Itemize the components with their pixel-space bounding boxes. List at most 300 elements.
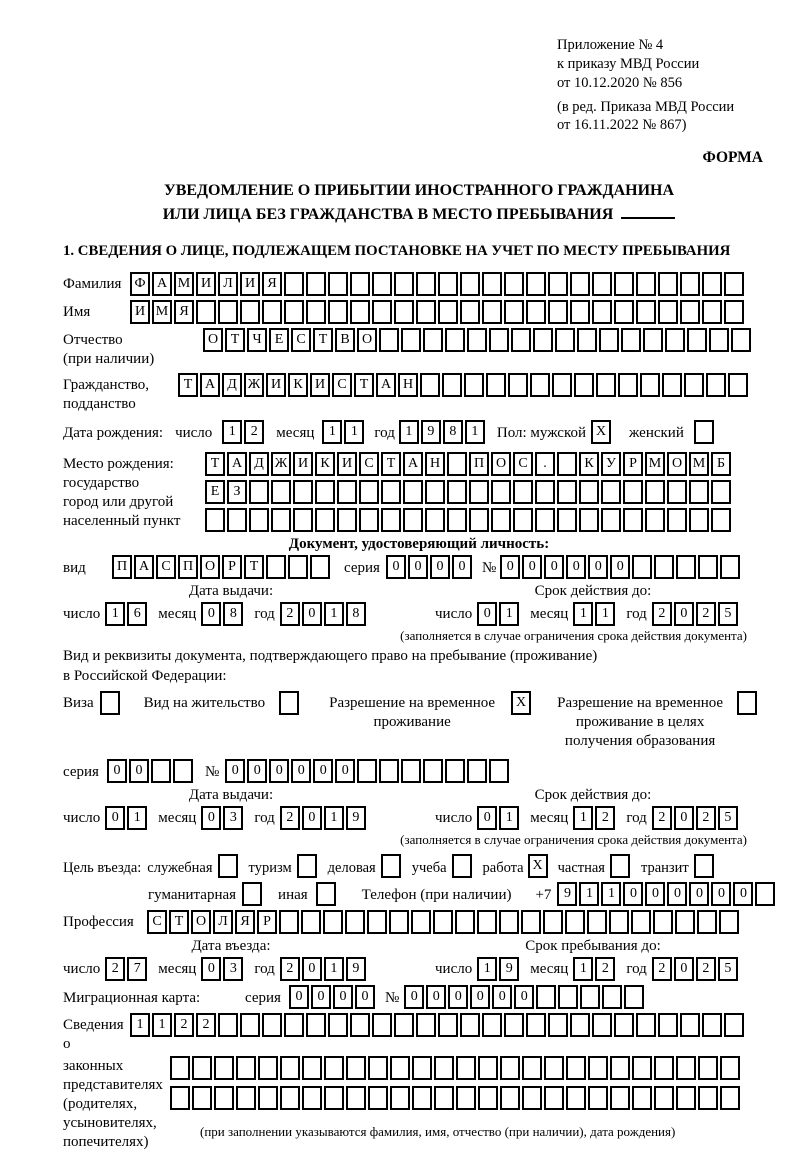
representatives-cell[interactable]: 2 [174, 1013, 194, 1037]
phone-cell[interactable]: 0 [623, 882, 643, 906]
surname-cell[interactable] [394, 272, 414, 296]
patronymic-cell[interactable]: В [335, 328, 355, 352]
birthplace-cell[interactable] [249, 508, 269, 532]
stay-year-cell[interactable]: 2 [652, 957, 672, 981]
profession-cell[interactable] [367, 910, 387, 934]
entry-day-cell[interactable]: 7 [127, 957, 147, 981]
permit-series-cell[interactable]: 0 [107, 759, 127, 783]
patronymic-cell[interactable]: О [357, 328, 377, 352]
permit-number-cell[interactable]: 0 [247, 759, 267, 783]
permit-number-cell[interactable] [379, 759, 399, 783]
birthplace-cell[interactable]: Д [249, 452, 269, 476]
representatives-cell[interactable] [698, 1086, 718, 1110]
firstname-cell[interactable] [372, 300, 392, 324]
doc-type-cell[interactable]: Т [244, 555, 264, 579]
representatives-cell[interactable] [170, 1086, 190, 1110]
citizenship-cell[interactable]: Т [354, 373, 374, 397]
firstname-cell[interactable] [306, 300, 326, 324]
birthplace-cell[interactable]: Т [381, 452, 401, 476]
representatives-cell[interactable] [372, 1013, 392, 1037]
migration-number-cell[interactable] [558, 985, 578, 1009]
birthplace-cell[interactable] [601, 508, 621, 532]
profession-cell[interactable]: Р [257, 910, 277, 934]
representatives-cell[interactable] [434, 1086, 454, 1110]
permit-issue-year-cell[interactable]: 9 [346, 806, 366, 830]
representatives-cell[interactable] [284, 1013, 304, 1037]
surname-cell[interactable] [614, 272, 634, 296]
birth-month-cell[interactable]: 1 [322, 420, 342, 444]
firstname-cell[interactable] [218, 300, 238, 324]
representatives-cell[interactable] [394, 1013, 414, 1037]
citizenship-cell[interactable] [464, 373, 484, 397]
surname-cell[interactable] [328, 272, 348, 296]
representatives-cell[interactable] [192, 1056, 212, 1080]
stay-month-cell[interactable]: 1 [573, 957, 593, 981]
representatives-cell[interactable] [500, 1086, 520, 1110]
birthplace-cell[interactable]: М [689, 452, 709, 476]
surname-cell[interactable] [504, 272, 524, 296]
representatives-cell[interactable] [680, 1013, 700, 1037]
representatives-cell[interactable] [676, 1056, 696, 1080]
birthplace-cell[interactable]: Ж [271, 452, 291, 476]
birthplace-cell[interactable] [557, 480, 577, 504]
birthplace-cell[interactable] [315, 480, 335, 504]
patronymic-cell[interactable]: Т [225, 328, 245, 352]
birthplace-cell[interactable] [447, 508, 467, 532]
migration-number-cell[interactable] [624, 985, 644, 1009]
permit-number-cell[interactable]: 0 [291, 759, 311, 783]
permit-number-cell[interactable] [467, 759, 487, 783]
representatives-cell[interactable] [548, 1013, 568, 1037]
purpose-business-checkbox-cell[interactable] [381, 854, 401, 878]
firstname-cell[interactable] [482, 300, 502, 324]
birthplace-cell[interactable] [535, 480, 555, 504]
patronymic-cell[interactable]: Т [313, 328, 333, 352]
citizenship-cell[interactable]: И [266, 373, 286, 397]
entry-year-cell[interactable]: 1 [324, 957, 344, 981]
surname-cell[interactable] [702, 272, 722, 296]
doc-valid-year-cell[interactable]: 5 [718, 602, 738, 626]
doc-series-cell[interactable]: 0 [452, 555, 472, 579]
profession-cell[interactable]: С [147, 910, 167, 934]
representatives-cell[interactable] [632, 1086, 652, 1110]
permit-number-cell[interactable] [401, 759, 421, 783]
representatives-cell[interactable] [654, 1056, 674, 1080]
birthplace-cell[interactable]: Б [711, 452, 731, 476]
purpose-humanitarian-checkbox-cell[interactable] [242, 882, 262, 906]
birthplace-cell[interactable] [667, 480, 687, 504]
doc-type-cell[interactable] [266, 555, 286, 579]
citizenship-cell[interactable] [662, 373, 682, 397]
birthplace-cell[interactable] [293, 480, 313, 504]
representatives-cell[interactable] [566, 1056, 586, 1080]
profession-cell[interactable] [609, 910, 629, 934]
birthplace-cell[interactable] [601, 480, 621, 504]
representatives-cell[interactable] [416, 1013, 436, 1037]
citizenship-cell[interactable] [442, 373, 462, 397]
surname-cell[interactable] [284, 272, 304, 296]
patronymic-cell[interactable]: С [291, 328, 311, 352]
permit-valid-year-cell[interactable]: 0 [674, 806, 694, 830]
representatives-cell[interactable] [592, 1013, 612, 1037]
phone-cell[interactable]: 1 [579, 882, 599, 906]
profession-cell[interactable]: О [191, 910, 211, 934]
representatives-cell[interactable] [306, 1013, 326, 1037]
doc-issue-year-cell[interactable]: 2 [280, 602, 300, 626]
citizenship-cell[interactable]: Ж [244, 373, 264, 397]
representatives-cell[interactable] [324, 1056, 344, 1080]
permit-number-cell[interactable]: 0 [269, 759, 289, 783]
firstname-cell[interactable] [570, 300, 590, 324]
representatives-cell[interactable] [658, 1013, 678, 1037]
birthplace-cell[interactable] [623, 480, 643, 504]
representatives-cell[interactable] [456, 1056, 476, 1080]
visa-checkbox-cell[interactable] [100, 691, 120, 715]
birthplace-cell[interactable]: А [227, 452, 247, 476]
firstname-cell[interactable] [394, 300, 414, 324]
entry-year-cell[interactable]: 9 [346, 957, 366, 981]
surname-cell[interactable] [636, 272, 656, 296]
firstname-cell[interactable] [460, 300, 480, 324]
birthplace-cell[interactable] [645, 508, 665, 532]
migration-number-cell[interactable]: 0 [404, 985, 424, 1009]
birthplace-cell[interactable] [623, 508, 643, 532]
stay-year-cell[interactable]: 5 [718, 957, 738, 981]
representatives-cell[interactable] [610, 1086, 630, 1110]
doc-issue-year-cell[interactable]: 1 [324, 602, 344, 626]
profession-cell[interactable] [389, 910, 409, 934]
birthplace-cell[interactable]: С [359, 452, 379, 476]
permit-valid-day-cell[interactable]: 0 [477, 806, 497, 830]
doc-series-cell[interactable]: 0 [386, 555, 406, 579]
patronymic-cell[interactable] [401, 328, 421, 352]
birthplace-cell[interactable] [469, 508, 489, 532]
profession-cell[interactable] [477, 910, 497, 934]
profession-cell[interactable] [499, 910, 519, 934]
birthplace-cell[interactable]: Т [205, 452, 225, 476]
birth-day-cell[interactable]: 2 [244, 420, 264, 444]
purpose-other-checkbox-cell[interactable] [316, 882, 336, 906]
permit-valid-year-cell[interactable]: 2 [652, 806, 672, 830]
birthplace-cell[interactable] [249, 480, 269, 504]
purpose-transit-checkbox-cell[interactable] [694, 854, 714, 878]
permit-issue-day-cell[interactable]: 0 [105, 806, 125, 830]
representatives-cell[interactable] [676, 1086, 696, 1110]
birthplace-cell[interactable]: Е [205, 480, 225, 504]
doc-valid-month-cell[interactable]: 1 [573, 602, 593, 626]
birthplace-cell[interactable]: И [337, 452, 357, 476]
birthplace-cell[interactable] [403, 480, 423, 504]
purpose-tourism-checkbox-cell[interactable] [297, 854, 317, 878]
doc-issue-year-cell[interactable]: 0 [302, 602, 322, 626]
birthplace-cell[interactable] [271, 480, 291, 504]
patronymic-cell[interactable] [687, 328, 707, 352]
firstname-cell[interactable] [636, 300, 656, 324]
permit-number-cell[interactable] [445, 759, 465, 783]
representatives-cell[interactable] [236, 1086, 256, 1110]
representatives-cell[interactable] [654, 1086, 674, 1110]
purpose-private-checkbox-cell[interactable] [610, 854, 630, 878]
surname-cell[interactable]: Я [262, 272, 282, 296]
birthplace-cell[interactable] [359, 508, 379, 532]
profession-cell[interactable] [521, 910, 541, 934]
doc-type-cell[interactable]: С [156, 555, 176, 579]
doc-number-cell[interactable] [676, 555, 696, 579]
firstname-cell[interactable] [284, 300, 304, 324]
migration-number-cell[interactable] [536, 985, 556, 1009]
patronymic-cell[interactable] [709, 328, 729, 352]
purpose-study-checkbox-cell[interactable] [452, 854, 472, 878]
surname-cell[interactable] [592, 272, 612, 296]
profession-cell[interactable] [411, 910, 431, 934]
patronymic-cell[interactable] [489, 328, 509, 352]
surname-cell[interactable]: Л [218, 272, 238, 296]
phone-cell[interactable]: 1 [601, 882, 621, 906]
surname-cell[interactable] [570, 272, 590, 296]
doc-number-cell[interactable] [720, 555, 740, 579]
doc-number-cell[interactable]: 0 [566, 555, 586, 579]
representatives-cell[interactable] [438, 1013, 458, 1037]
birthplace-cell[interactable] [337, 480, 357, 504]
doc-type-cell[interactable]: А [134, 555, 154, 579]
doc-number-cell[interactable]: 0 [544, 555, 564, 579]
permit-number-cell[interactable] [489, 759, 509, 783]
doc-series-cell[interactable]: 0 [408, 555, 428, 579]
citizenship-cell[interactable] [420, 373, 440, 397]
migration-series-cell[interactable]: 0 [355, 985, 375, 1009]
surname-cell[interactable] [372, 272, 392, 296]
doc-valid-year-cell[interactable]: 2 [696, 602, 716, 626]
representatives-cell[interactable] [346, 1056, 366, 1080]
citizenship-cell[interactable] [728, 373, 748, 397]
representatives-cell[interactable] [192, 1086, 212, 1110]
doc-issue-month-cell[interactable]: 0 [201, 602, 221, 626]
patronymic-cell[interactable] [445, 328, 465, 352]
phone-cell[interactable]: 0 [689, 882, 709, 906]
permit-valid-year-cell[interactable]: 2 [696, 806, 716, 830]
profession-cell[interactable]: Я [235, 910, 255, 934]
birthplace-cell[interactable] [447, 480, 467, 504]
birthplace-cell[interactable] [689, 508, 709, 532]
surname-cell[interactable]: И [240, 272, 260, 296]
surname-cell[interactable]: М [174, 272, 194, 296]
representatives-cell[interactable] [610, 1056, 630, 1080]
birthplace-cell[interactable] [711, 480, 731, 504]
permit-valid-year-cell[interactable]: 5 [718, 806, 738, 830]
birthplace-cell[interactable]: . [535, 452, 555, 476]
profession-cell[interactable]: Л [213, 910, 233, 934]
migration-series-cell[interactable]: 0 [333, 985, 353, 1009]
doc-valid-year-cell[interactable]: 2 [652, 602, 672, 626]
birthplace-cell[interactable]: О [491, 452, 511, 476]
doc-number-cell[interactable] [654, 555, 674, 579]
profession-cell[interactable] [323, 910, 343, 934]
citizenship-cell[interactable]: А [376, 373, 396, 397]
phone-cell[interactable] [755, 882, 775, 906]
representatives-cell[interactable] [544, 1086, 564, 1110]
birthplace-cell[interactable]: У [601, 452, 621, 476]
citizenship-cell[interactable]: Д [222, 373, 242, 397]
firstname-cell[interactable] [416, 300, 436, 324]
permit-issue-year-cell[interactable]: 1 [324, 806, 344, 830]
permit-issue-year-cell[interactable]: 2 [280, 806, 300, 830]
surname-cell[interactable] [548, 272, 568, 296]
birthplace-cell[interactable] [557, 452, 577, 476]
surname-cell[interactable]: И [196, 272, 216, 296]
sex-male-checkbox-cell[interactable]: X [591, 420, 611, 444]
residence-checkbox-cell[interactable] [279, 691, 299, 715]
birthplace-cell[interactable] [425, 508, 445, 532]
firstname-cell[interactable] [328, 300, 348, 324]
birthplace-cell[interactable]: Р [623, 452, 643, 476]
patronymic-cell[interactable] [379, 328, 399, 352]
birthplace-cell[interactable] [469, 480, 489, 504]
birthplace-cell[interactable] [381, 480, 401, 504]
entry-month-cell[interactable]: 3 [223, 957, 243, 981]
stay-day-cell[interactable]: 1 [477, 957, 497, 981]
firstname-cell[interactable] [196, 300, 216, 324]
birthplace-cell[interactable]: П [469, 452, 489, 476]
doc-issue-day-cell[interactable]: 1 [105, 602, 125, 626]
representatives-cell[interactable] [478, 1086, 498, 1110]
firstname-cell[interactable]: Я [174, 300, 194, 324]
birthplace-cell[interactable]: К [315, 452, 335, 476]
birthplace-cell[interactable] [403, 508, 423, 532]
entry-month-cell[interactable]: 0 [201, 957, 221, 981]
profession-cell[interactable] [455, 910, 475, 934]
representatives-cell[interactable] [324, 1086, 344, 1110]
birthplace-cell[interactable]: И [293, 452, 313, 476]
citizenship-cell[interactable]: К [288, 373, 308, 397]
permit-issue-year-cell[interactable]: 0 [302, 806, 322, 830]
birthplace-cell[interactable] [513, 480, 533, 504]
birthplace-cell[interactable]: К [579, 452, 599, 476]
birth-month-cell[interactable]: 1 [344, 420, 364, 444]
firstname-cell[interactable] [262, 300, 282, 324]
stay-year-cell[interactable]: 2 [696, 957, 716, 981]
doc-type-cell[interactable]: Р [222, 555, 242, 579]
stay-year-cell[interactable]: 0 [674, 957, 694, 981]
doc-valid-day-cell[interactable]: 1 [499, 602, 519, 626]
migration-number-cell[interactable] [580, 985, 600, 1009]
citizenship-cell[interactable] [530, 373, 550, 397]
representatives-cell[interactable] [632, 1056, 652, 1080]
citizenship-cell[interactable] [574, 373, 594, 397]
stay-month-cell[interactable]: 2 [595, 957, 615, 981]
surname-cell[interactable]: Ф [130, 272, 150, 296]
firstname-cell[interactable]: М [152, 300, 172, 324]
patronymic-cell[interactable] [555, 328, 575, 352]
firstname-cell[interactable] [548, 300, 568, 324]
permit-number-cell[interactable]: 0 [335, 759, 355, 783]
migration-series-cell[interactable]: 0 [289, 985, 309, 1009]
doc-valid-month-cell[interactable]: 1 [595, 602, 615, 626]
birthplace-cell[interactable] [293, 508, 313, 532]
citizenship-cell[interactable]: С [332, 373, 352, 397]
representatives-cell[interactable] [280, 1056, 300, 1080]
birthplace-cell[interactable] [337, 508, 357, 532]
phone-cell[interactable]: 9 [557, 882, 577, 906]
doc-type-cell[interactable] [288, 555, 308, 579]
surname-cell[interactable] [306, 272, 326, 296]
representatives-cell[interactable] [328, 1013, 348, 1037]
patronymic-cell[interactable]: О [203, 328, 223, 352]
phone-cell[interactable]: 0 [733, 882, 753, 906]
citizenship-cell[interactable] [508, 373, 528, 397]
citizenship-cell[interactable] [596, 373, 616, 397]
patronymic-cell[interactable] [577, 328, 597, 352]
representatives-cell[interactable]: 1 [152, 1013, 172, 1037]
doc-number-cell[interactable]: 0 [500, 555, 520, 579]
representatives-cell[interactable] [504, 1013, 524, 1037]
profession-cell[interactable]: Т [169, 910, 189, 934]
birthplace-cell[interactable] [271, 508, 291, 532]
doc-issue-year-cell[interactable]: 8 [346, 602, 366, 626]
birth-year-cell[interactable]: 9 [421, 420, 441, 444]
patronymic-cell[interactable] [599, 328, 619, 352]
representatives-cell[interactable] [258, 1056, 278, 1080]
representatives-cell[interactable] [262, 1013, 282, 1037]
representatives-cell[interactable] [236, 1056, 256, 1080]
profession-cell[interactable] [675, 910, 695, 934]
birthplace-cell[interactable] [513, 508, 533, 532]
doc-issue-month-cell[interactable]: 8 [223, 602, 243, 626]
representatives-cell[interactable] [368, 1086, 388, 1110]
citizenship-cell[interactable] [706, 373, 726, 397]
purpose-official-checkbox-cell[interactable] [218, 854, 238, 878]
temp-residence-checkbox-cell[interactable]: X [511, 691, 531, 715]
phone-cell[interactable]: 0 [645, 882, 665, 906]
representatives-cell[interactable] [570, 1013, 590, 1037]
representatives-cell[interactable] [412, 1086, 432, 1110]
firstname-cell[interactable] [240, 300, 260, 324]
permit-valid-day-cell[interactable]: 1 [499, 806, 519, 830]
profession-cell[interactable] [653, 910, 673, 934]
patronymic-cell[interactable] [665, 328, 685, 352]
representatives-cell[interactable] [350, 1013, 370, 1037]
permit-number-cell[interactable] [357, 759, 377, 783]
stay-day-cell[interactable]: 9 [499, 957, 519, 981]
migration-number-cell[interactable] [602, 985, 622, 1009]
surname-cell[interactable] [658, 272, 678, 296]
patronymic-cell[interactable] [731, 328, 751, 352]
patronymic-cell[interactable] [643, 328, 663, 352]
representatives-cell[interactable] [588, 1086, 608, 1110]
doc-series-cell[interactable]: 0 [430, 555, 450, 579]
representatives-cell[interactable] [566, 1086, 586, 1110]
representatives-cell[interactable] [698, 1056, 718, 1080]
surname-cell[interactable] [724, 272, 744, 296]
firstname-cell[interactable] [504, 300, 524, 324]
representatives-cell[interactable]: 2 [196, 1013, 216, 1037]
permit-issue-month-cell[interactable]: 0 [201, 806, 221, 830]
profession-cell[interactable] [631, 910, 651, 934]
doc-number-cell[interactable]: 0 [610, 555, 630, 579]
surname-cell[interactable] [438, 272, 458, 296]
citizenship-cell[interactable]: А [200, 373, 220, 397]
representatives-cell[interactable] [460, 1013, 480, 1037]
doc-type-cell[interactable]: П [178, 555, 198, 579]
patronymic-cell[interactable]: Ч [247, 328, 267, 352]
doc-number-cell[interactable] [632, 555, 652, 579]
permit-number-cell[interactable]: 0 [225, 759, 245, 783]
doc-number-cell[interactable]: 0 [522, 555, 542, 579]
representatives-cell[interactable] [218, 1013, 238, 1037]
entry-year-cell[interactable]: 2 [280, 957, 300, 981]
migration-series-cell[interactable]: 0 [311, 985, 331, 1009]
citizenship-cell[interactable] [640, 373, 660, 397]
birthplace-cell[interactable] [711, 508, 731, 532]
